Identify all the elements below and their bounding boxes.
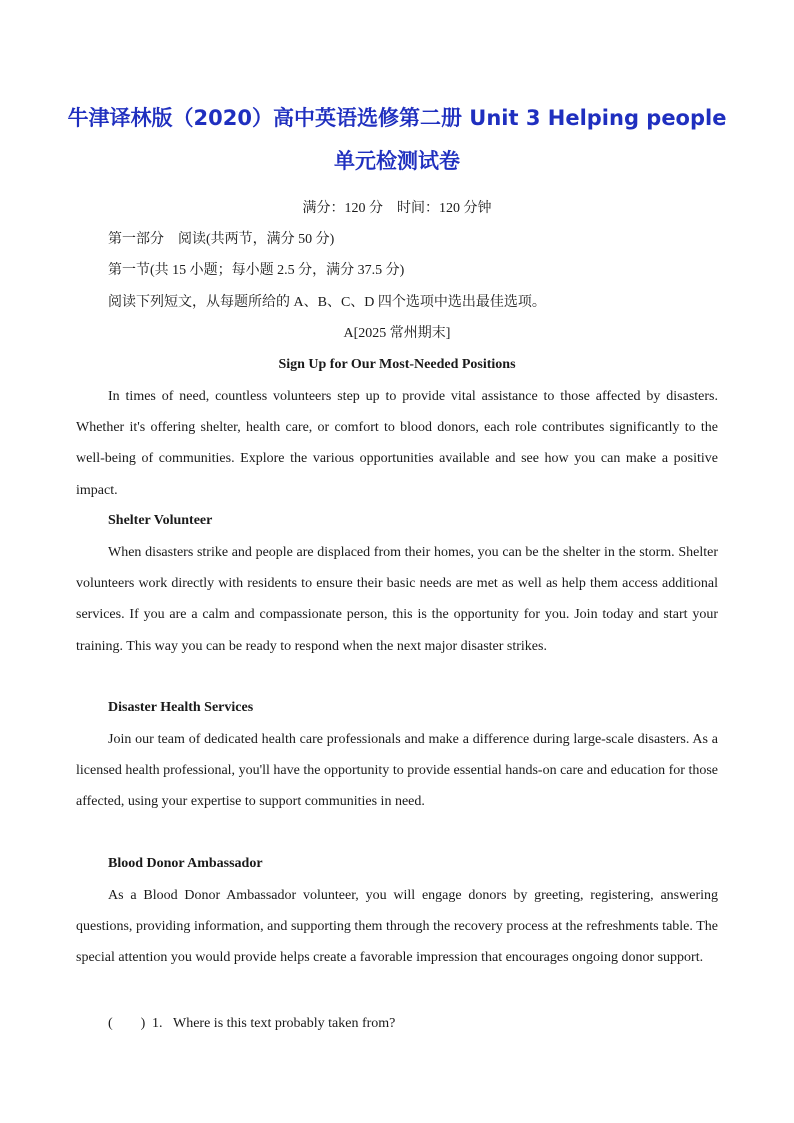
instruction-text: 阅读下列短文，从每题所给的 A、B、C、D 四个选项中选出最佳选项。	[108, 295, 546, 310]
answer-blank[interactable]: ( )	[108, 1016, 146, 1031]
score-time-info: 满分：120 分 时间：120 分钟	[302, 201, 492, 216]
part-heading: 第一部分 阅读(共两节，满分 50 分)	[108, 232, 335, 247]
section-heading-shelter: Shelter Volunteer	[108, 513, 213, 528]
passage-intro-paragraph: In times of need, countless volunteers step up to provide vital assistance to those affected by disasters. Whether it's offering shelter, health care, or comfort to blood donors, each role contributes significantly to the well-being of communities. Explore the various opportunities available and see how you can make a positive impact.	[76, 389, 718, 498]
section-text-health: Join our team of dedicated health care professionals and make a difference during large-scale disasters. As a licensed health professional, you'll have the opportunity to provide essential hands-on care and education for those affected, using your expertise to support communities in need.	[76, 732, 718, 810]
section-heading-blood-donor: Blood Donor Ambassador	[108, 856, 263, 871]
section-heading: 第一节(共 15 小题；每小题 2.5 分，满分 37.5 分)	[108, 263, 405, 278]
passage-title: Sign Up for Our Most-Needed Positions	[278, 357, 516, 372]
document-title-line1: 牛津译林版（2020）高中英语选修第二册 Unit 3 Helping people	[67, 106, 727, 130]
section-heading-health: Disaster Health Services	[108, 700, 254, 715]
section-text-shelter: When disasters strike and people are displaced from their homes, you can be the shelter in the storm. Shelter volunteers work directly with residents to ensure their basic needs are met as well as help them access additional services. If you are a calm and compassionate person, this is the opportunity for you. Join today and start your training. This way you can be ready to respond when the next major disaster strikes.	[76, 545, 718, 654]
passage-label: A[2025 常州期末]	[343, 326, 451, 341]
section-text-blood-donor: As a Blood Donor Ambassador volunteer, you will engage donors by greeting, registering, answering questions, providing information, and supporting them through the recovery process at the refreshments table. The special attention you would provide helps create a favorable impression that encourages ongoing donor support.	[76, 888, 718, 966]
document-title-line2: 单元检测试卷	[334, 149, 460, 173]
question-text: Where is this text probably taken from?	[173, 1016, 396, 1031]
question-item	[108, 1012, 395, 1032]
question-number: 1.	[152, 1016, 163, 1031]
